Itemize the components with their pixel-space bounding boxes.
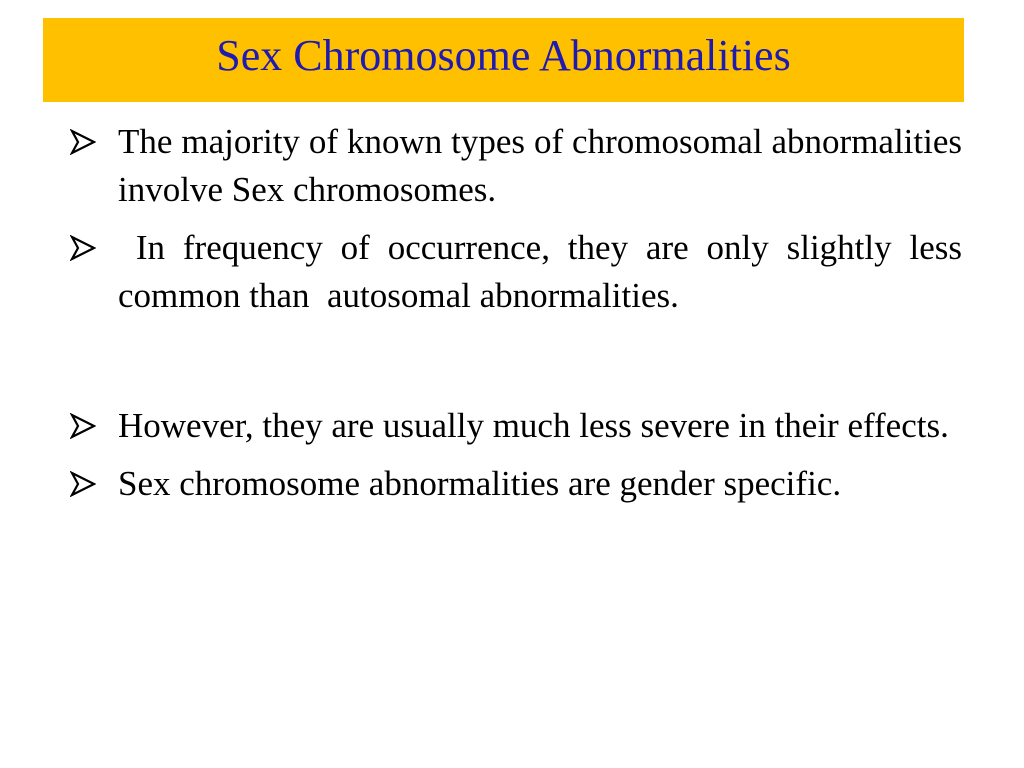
bullet-item xyxy=(70,118,962,214)
arrowhead-bullet-icon xyxy=(70,224,118,272)
bullet-text: Sex chromosome abnormalities are gender specific. xyxy=(118,464,842,503)
bullet-text: In frequency of occurrence, they are only slightly less common than autosomal abnormalities. xyxy=(118,228,971,315)
bullet-text: However, they are usually much less severe in their effects. xyxy=(118,406,949,445)
arrowhead-bullet-icon xyxy=(70,118,118,166)
slide-title: Sex Chromosome Abnormalities xyxy=(216,31,791,80)
bullet-text: The majority of known types of chromosomal abnormalities involve Sex chromosomes. xyxy=(118,122,962,209)
title-banner xyxy=(43,18,964,102)
bullet-list xyxy=(70,118,971,508)
arrowhead-bullet-icon xyxy=(70,402,118,450)
bullet-item xyxy=(70,402,962,450)
bullet-item xyxy=(70,224,971,320)
arrowhead-bullet-icon xyxy=(70,460,118,508)
bullet-item xyxy=(70,460,962,508)
